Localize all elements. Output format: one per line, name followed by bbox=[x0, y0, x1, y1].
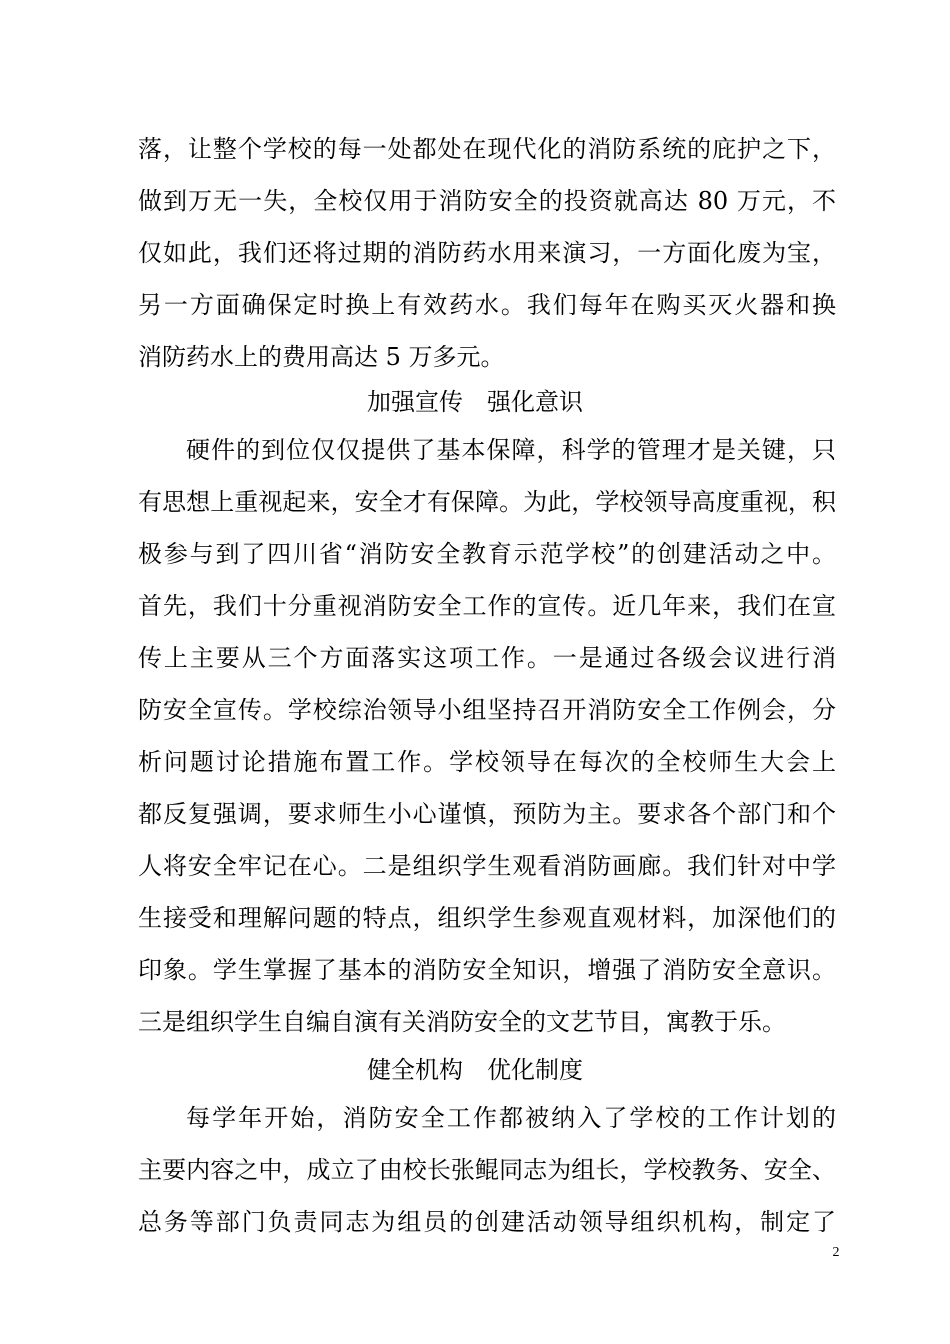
paragraph-1-line-2: 做到万无一失，全校仅用于消防安全的投资就高达 80 万元，不 bbox=[138, 187, 836, 215]
paragraph-1-line-3: 仅如此，我们还将过期的消防药水用来演习，一方面化废为宝， bbox=[138, 239, 836, 267]
section-heading-organization: 健全机构 优化制度 bbox=[367, 1056, 583, 1084]
paragraph-2-line-11: 印象。学生掌握了基本的消防安全知识，增强了消防安全意识。 bbox=[138, 956, 836, 984]
paragraph-2-line-12: 三是组织学生自编自演有关消防安全的文艺节目，寓教于乐。 bbox=[138, 1008, 786, 1036]
paragraph-3-line-2: 主要内容之中，成立了由校长张鲲同志为组长，学校教务、安全、 bbox=[138, 1156, 836, 1184]
paragraph-2-line-7: 析问题讨论措施布置工作。学校领导在每次的全校师生大会上 bbox=[138, 748, 836, 776]
paragraph-2-line-9: 人将安全牢记在心。二是组织学生观看消防画廊。我们针对中学 bbox=[138, 852, 836, 880]
paragraph-2-line-4: 首先，我们十分重视消防安全工作的宣传。近几年来，我们在宣 bbox=[138, 592, 836, 620]
paragraph-2-line-3: 极参与到了四川省“消防安全教育示范学校”的创建活动之中。 bbox=[138, 540, 836, 568]
paragraph-1-line-4: 另一方面确保定时换上有效药水。我们每年在购买灭火器和换 bbox=[138, 291, 836, 319]
paragraph-3-line-1: 每学年开始，消防安全工作都被纳入了学校的工作计划的 bbox=[186, 1104, 836, 1132]
paragraph-2-line-6: 防安全宣传。学校综治领导小组坚持召开消防安全工作例会，分 bbox=[138, 696, 836, 724]
paragraph-1-line-5: 消防药水上的费用高达 5 万多元。 bbox=[138, 343, 505, 371]
paragraph-2-line-1: 硬件的到位仅仅提供了基本保障，科学的管理才是关键，只 bbox=[186, 436, 836, 464]
paragraph-1-line-1: 落，让整个学校的每一处都处在现代化的消防系统的庇护之下， bbox=[138, 135, 836, 163]
section-heading-publicity: 加强宣传 强化意识 bbox=[367, 388, 583, 416]
page-number: 2 bbox=[832, 1245, 840, 1260]
paragraph-2-line-5: 传上主要从三个方面落实这项工作。一是通过各级会议进行消 bbox=[138, 644, 836, 672]
paragraph-2-line-10: 生接受和理解问题的特点，组织学生参观直观材料，加深他们的 bbox=[138, 904, 836, 932]
paragraph-2-line-2: 有思想上重视起来，安全才有保障。为此，学校领导高度重视，积 bbox=[138, 488, 836, 516]
paragraph-2-line-8: 都反复强调，要求师生小心谨慎，预防为主。要求各个部门和个 bbox=[138, 800, 836, 828]
paragraph-3-line-3: 总务等部门负责同志为组员的创建活动领导组织机构，制定了 bbox=[138, 1208, 836, 1236]
